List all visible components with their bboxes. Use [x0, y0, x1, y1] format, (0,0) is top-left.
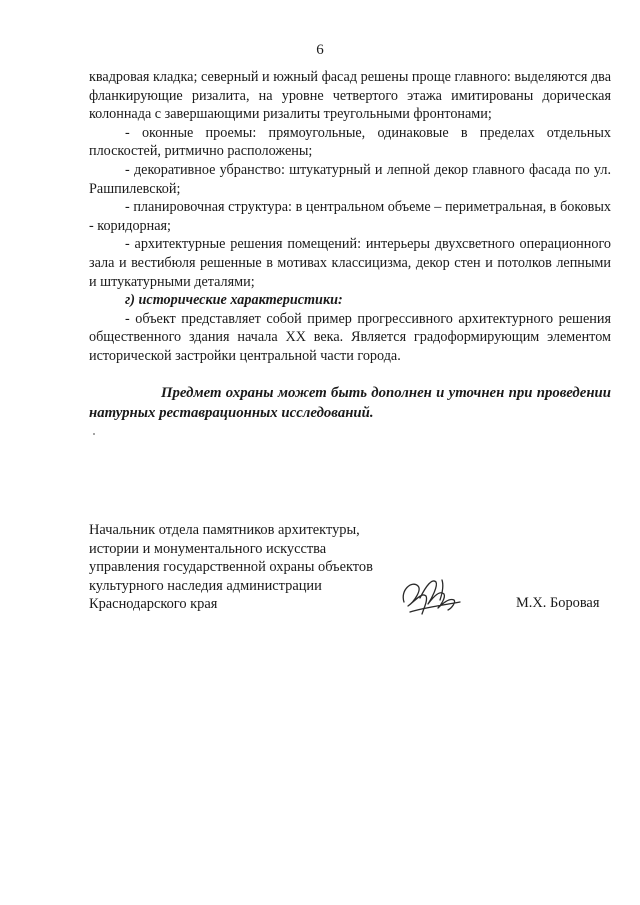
position-line: истории и монументального искусства [89, 540, 327, 557]
handwritten-signature [398, 572, 468, 620]
paragraph-decoration: - декоративное убранство: штукатурный и лепной декор главного фасада по ул. Рашпилевской; [89, 161, 611, 197]
section-heading-historical: г) исторические характеристики: [125, 292, 343, 309]
paragraph-layout-structure: - планировочная структура: в центральном объеме – периметральная, в боковых - коридорная; [89, 199, 611, 234]
paragraph-window-openings: - оконные проемы: прямоугольные, одинаковые в пределах отдельных плоскостей, ритмично расположены; [89, 124, 611, 160]
closing-note: Предмет охраны может быть дополнен и уточнен при проведении натурных реставрационных исследований. [89, 385, 611, 421]
position-line: культурного наследия администрации [89, 577, 322, 594]
position-line: управления государственной охраны объектов [89, 559, 373, 576]
position-line: Начальник отдела памятников архитектуры, [89, 522, 360, 538]
paragraph-facade-masonry: квадровая кладка; северный и южный фасад решены проще главного: выделяются два фланкирующие ризалита, на уровне четвертого этажа имитированы дорическая колоннада с завершающими ризалиты треугольными фронтонами; [89, 69, 611, 123]
paragraph-interiors: - архитектурные решения помещений: интерьеры двухсветного операционного зала и вестибюля решенные в мотивах классицизма, декор стен и потолков лепными и штукатурными деталями; [89, 236, 611, 290]
signatory-position [89, 521, 373, 614]
signatory-name: М.Х. Боровая [516, 595, 600, 611]
paragraph-historical: - объект представляет собой пример прогрессивного архитектурного решения общественного здания начала XX века. Является градоформирующим элементом исторической застройки центральной части города. [89, 310, 611, 364]
page-number: 6 [316, 42, 324, 58]
position-line: Краснодарского края [89, 596, 218, 613]
document-body [89, 68, 611, 366]
scan-speck [93, 433, 95, 435]
